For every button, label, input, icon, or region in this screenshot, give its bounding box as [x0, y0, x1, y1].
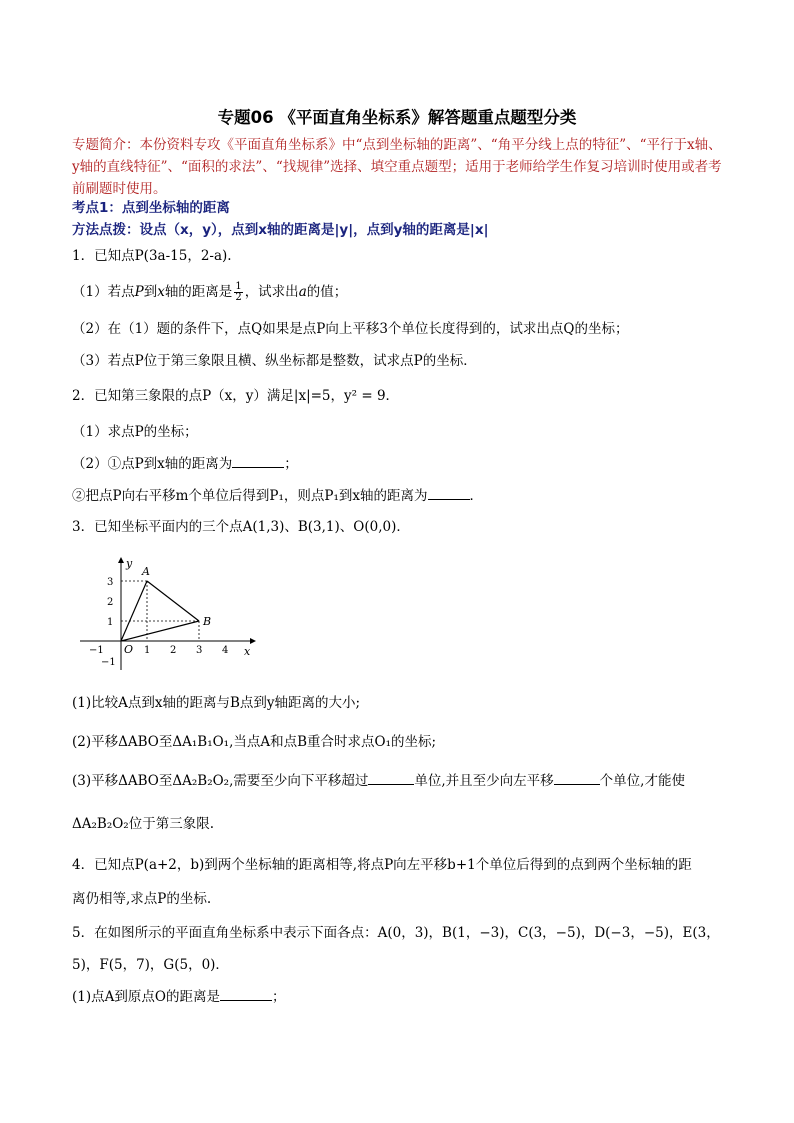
- q1-part1: （1）若点P到x轴的距离是 $\frac{1}{2}$ ，试求出a的值；: [72, 281, 348, 303]
- q1-stem: 1．已知点P(3a-15，2-a).: [72, 248, 232, 264]
- y-tick-label: 1: [107, 617, 114, 628]
- point-b-label: B: [203, 615, 212, 628]
- answer-blank: [428, 487, 470, 500]
- segment-ab: [147, 581, 199, 621]
- q3-part1: (1)比较A点到x轴的距离与B点到y轴距离的大小;: [72, 695, 361, 711]
- x-tick-label: −1: [89, 645, 104, 656]
- q4-line2: 离仍相等,求点P的坐标.: [72, 891, 212, 907]
- x-axis-arrow: [250, 638, 256, 644]
- method-tip: 方法点拨：设点（x，y），点到x轴的距离是|y|，点到y轴的距离是|x|: [72, 222, 489, 238]
- x-tick-label: 2: [170, 645, 177, 656]
- answer-blank: [232, 455, 284, 468]
- q3-stem: 3．已知坐标平面内的三个点A(1,3)、B(3,1)、O(0,0)．: [72, 519, 410, 535]
- x-tick-label: 1: [144, 645, 151, 656]
- q2-stem: 2．已知第三象限的点P（x，y）满足|x|=5，y² = 9．: [72, 388, 400, 404]
- answer-blank: [554, 772, 600, 785]
- kaodian-heading: 考点1：点到坐标轴的距离: [72, 200, 230, 216]
- y-axis-arrow: [118, 557, 124, 563]
- segment-ob: [121, 621, 199, 641]
- q3-part3: (3)平移ΔABO至ΔA₂B₂O₂,需要至少向下平移超过 单位,并且至少向左平移 个单位,才能使: [72, 773, 685, 789]
- q2-part1: （1）求点P的坐标；: [72, 424, 198, 440]
- x-tick-label: 4: [222, 645, 229, 656]
- q3-part2: (2)平移ΔABO至ΔA₁B₁O₁,当点A和点B重合时求点O₁的坐标;: [72, 734, 437, 750]
- y-tick-label: 3: [107, 577, 114, 588]
- q5-part1: (1)点A到原点O的距离是 ；: [72, 989, 286, 1005]
- coordinate-graph: [80, 555, 260, 675]
- q5-line2: 5)，F(5，7)，G(5，0)．: [72, 957, 229, 973]
- x-tick-label: 3: [196, 645, 203, 656]
- x-axis-label: x: [244, 645, 251, 658]
- point-a-label: A: [142, 565, 150, 578]
- q4-line1: 4．已知点P(a+2，b)到两个坐标轴的距离相等,将点P向左平移b+1个单位后得到的点到两个坐标轴的距: [72, 857, 692, 873]
- segment-oa: [121, 581, 147, 641]
- y-tick-label: −1: [101, 657, 116, 668]
- answer-blank: [220, 988, 272, 1001]
- page-title: 专题06 《平面直角坐标系》解答题重点题型分类: [217, 108, 577, 127]
- intro-paragraph: 专题简介：本份资料专攻《平面直角坐标系》中“点到坐标轴的距离”、“角平分线上点的特征”、“平行于x轴、y轴的直线特征”、“面积的求法”、“找规律”选择、填空重点题型；适用于老师给学生作复习培训时使用或者考前刷题时使用。: [72, 137, 722, 197]
- fraction-half: $\frac{1}{2}$: [235, 281, 242, 303]
- origin-label: O: [124, 643, 134, 656]
- q2-part2a: （2）①点P到x轴的距离为 ；: [72, 456, 298, 472]
- y-tick-label: 2: [107, 597, 114, 608]
- q1-part2: （2）在（1）题的条件下，点Q如果是点P向上平移3个单位长度得到的，试求出点Q的坐标；: [72, 321, 629, 337]
- q3-part3-cont: ΔA₂B₂O₂位于第三象限.: [72, 816, 215, 832]
- y-axis-label: y: [126, 557, 133, 570]
- q1-part3: （3）若点P位于第三象限且横、纵坐标都是整数，试求点P的坐标．: [72, 353, 477, 369]
- q5-line1: 5．在如图所示的平面直角坐标系中表示下面各点：A(0，3)，B(1，−3)，C(3，−5)，D(−3，−5)，E(3，: [72, 925, 720, 941]
- answer-blank: [368, 772, 414, 785]
- q2-part2b: ②把点P向右平移m个单位后得到P₁，则点P₁到x轴的距离为 ．: [72, 488, 483, 504]
